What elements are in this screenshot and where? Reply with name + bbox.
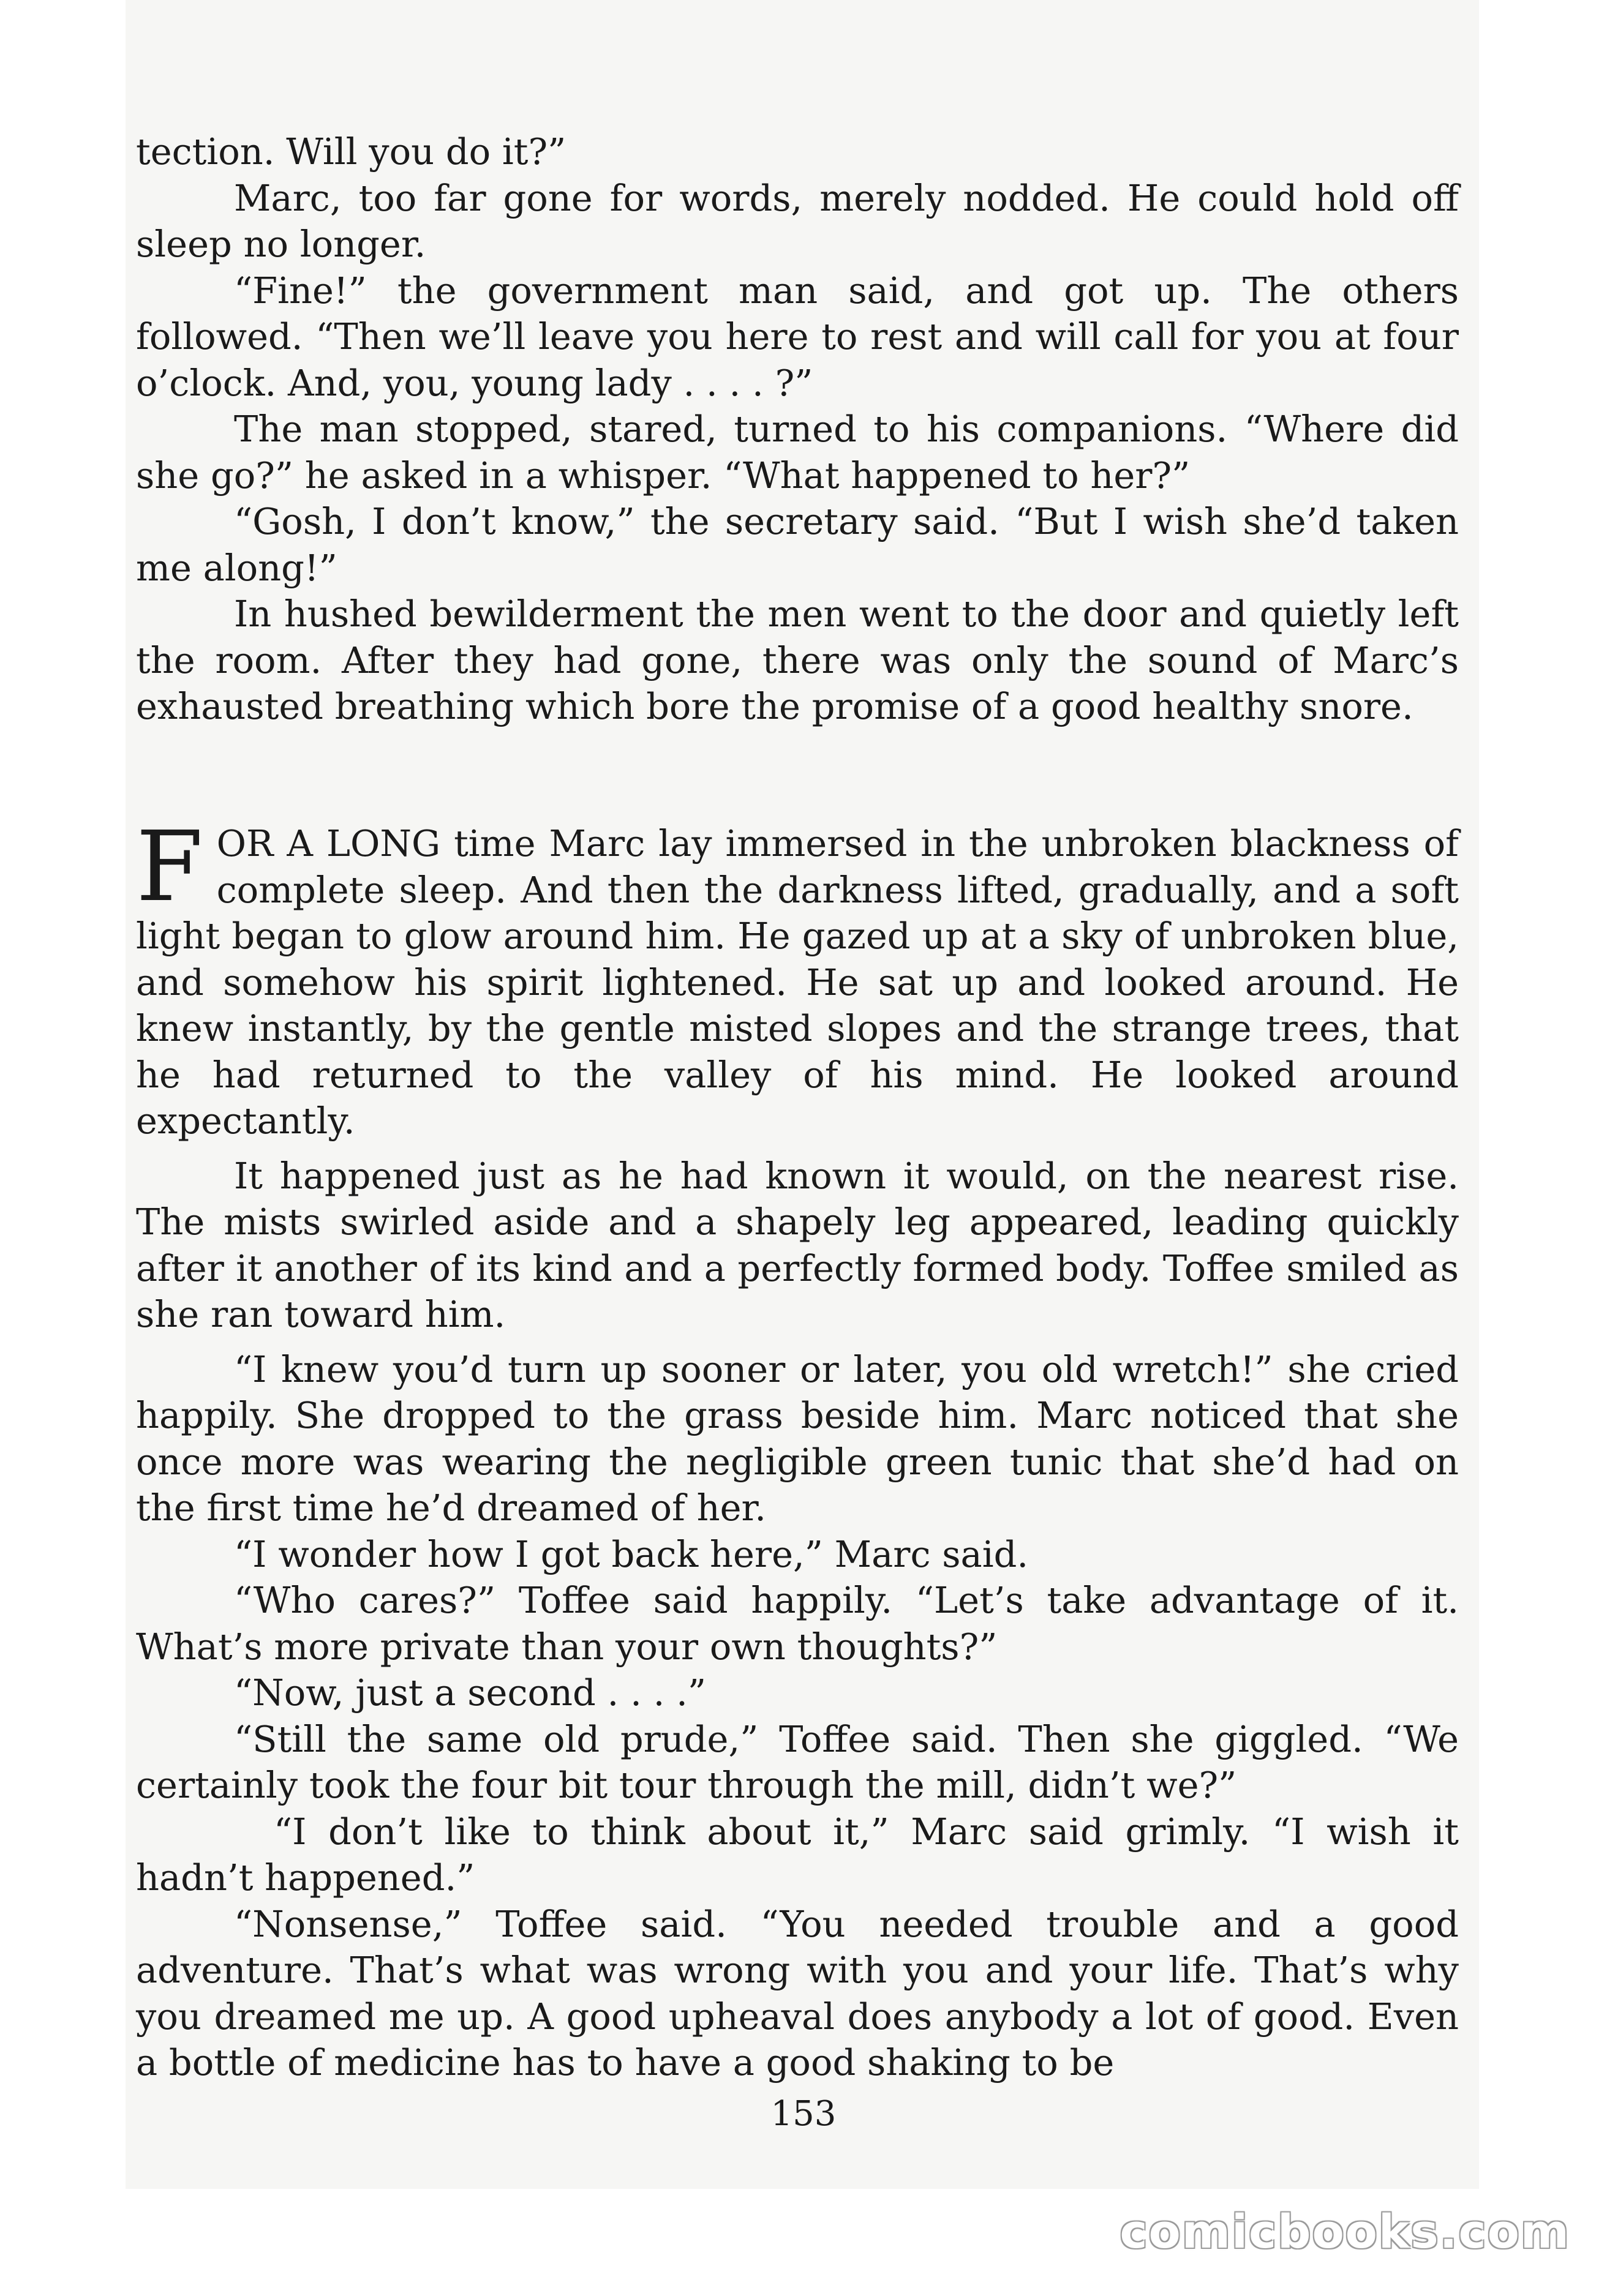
opening-paragraph-text: time Marc lay immersed in the unbroken blackness of complete sleep. And then the darkness lifted, gradually, and a soft light began to glow around him. He gazed up at a sky of unbroken blue, and somehow his spirit lightened. He sat up and looked around. He knew instantly, by the gentle misted slopes and the strange trees, that he had returned to the valley of his mind. He looked around expectantly. bbox=[136, 822, 1459, 1142]
drop-cap: F bbox=[136, 811, 203, 923]
opening-words: OR A LONG bbox=[216, 822, 441, 865]
paragraph: Marc, too far gone for words, merely nodded. He could hold off sleep no longer. bbox=[136, 176, 1459, 265]
paragraph: “Now, just a second . . . .” bbox=[234, 1671, 707, 1714]
paragraph: “Fine!” the government man said, and got up. The others followed. “Then we’ll leave you here to rest and will call for you at four o’clock. And, you, young lady . . . . ?” bbox=[136, 269, 1459, 404]
paragraph: tection. Will you do it?” bbox=[136, 130, 566, 173]
paragraph: It happened just as he had known it would, on the nearest rise. The mists swirled aside and a shapely leg appeared, leading quickly after it another of its kind and a perfectly formed body. Toffee smiled as she ran toward him. bbox=[136, 1154, 1459, 1335]
section-opening-paragraph bbox=[136, 811, 1459, 1144]
paragraph: “Nonsense,” Toffee said. “You needed trouble and a good adventure. That’s what was wrong with you and your life. That’s why you dreamed me up. A good upheaval does anybody a lot of good. Even a bottle of medicine has to have a good shaking to be bbox=[136, 1902, 1459, 2084]
paragraph: “I don’t like to think about it,” Marc said grimly. “I wish it hadn’t happened.” bbox=[136, 1810, 1459, 1899]
paragraph: “I knew you’d turn up sooner or later, you old wretch!” she cried happily. She dropped to the grass beside him. Marc noticed that she once more was wearing the negligible green tunic that she’d had on the first time he’d dreamed of her. bbox=[136, 1348, 1459, 1529]
page-number: 153 bbox=[770, 2094, 837, 2134]
paragraph: “Still the same old prude,” Toffee said. Then she giggled. “We certainly took the four bit tour through the mill, didn’t we?” bbox=[136, 1717, 1459, 1806]
paragraph: “Gosh, I don’t know,” the secretary said. “But I wish she’d taken me along!” bbox=[136, 500, 1459, 589]
section-text-block bbox=[136, 811, 1459, 2086]
paragraph: The man stopped, stared, turned to his companions. “Where did she go?” he asked in a whisper. “What happened to her?” bbox=[136, 408, 1459, 497]
paragraph: In hushed bewilderment the men went to the door and quietly left the room. After they had gone, there was only the sound of Marc’s exhausted breathing which bore the promise of a good healthy snore. bbox=[136, 593, 1459, 727]
site-watermark: comicbooks.com bbox=[1120, 2204, 1570, 2259]
paragraph: “I wonder how I got back here,” Marc said. bbox=[234, 1533, 1029, 1575]
top-text-block bbox=[136, 129, 1459, 730]
paragraph: “Who cares?” Toffee said happily. “Let’s take advantage of it. What’s more private than your own thoughts?” bbox=[136, 1579, 1459, 1668]
